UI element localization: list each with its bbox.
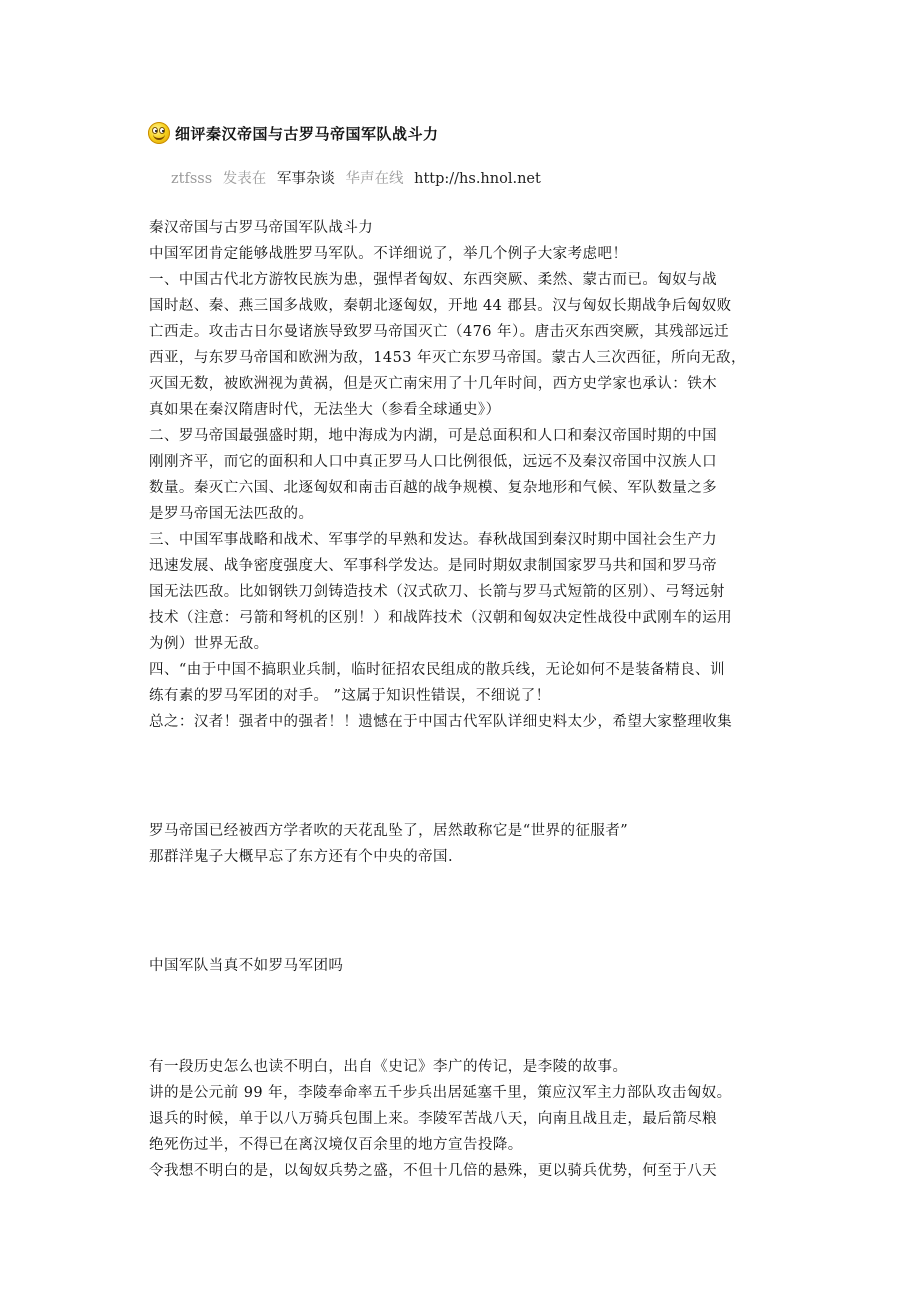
paragraph-line: 数量。秦灭亡六国、北逐匈奴和南击百越的战争规模、复杂地形和气候、军队数量之多 bbox=[149, 480, 718, 496]
paragraph-line: 四、“由于中国不搞职业兵制，临时征招农民组成的散兵线，无论如何不是装备精良、训 bbox=[149, 662, 725, 678]
site-url[interactable]: http://hs.hnol.net bbox=[414, 171, 541, 187]
paragraph-line: 罗马帝国已经被西方学者吹的天花乱坠了，居然敢称它是“世界的征服者” bbox=[149, 823, 629, 839]
site-name[interactable]: 华声在线 bbox=[345, 171, 404, 187]
paragraph-line: 二、罗马帝国最强盛时期，地中海成为内湖，可是总面积和人口和秦汉帝国时期的中国 bbox=[149, 428, 718, 444]
paragraph-line: 中国军团肯定能够战胜罗马军队。不详细说了，举几个例子大家考虑吧！ bbox=[149, 246, 628, 262]
author-name[interactable]: ztfsss bbox=[171, 171, 213, 187]
paragraph-line: 国无法匹敌。比如钢铁刀剑铸造技术（汉式砍刀、长箭与罗马式短箭的区别）、弓弩远射 bbox=[149, 584, 725, 600]
paragraph-line: 灭国无数，被欧洲视为黄祸，但是灭亡南宋用了十几年时间，西方史学家也承认：铁木 bbox=[149, 376, 718, 392]
section-heading: 秦汉帝国与古罗马帝国军队战斗力 bbox=[149, 220, 374, 236]
paragraph-line: 刚刚齐平，而它的面积和人口中真正罗马人口比例很低，远远不及秦汉帝国中汉族人口 bbox=[149, 454, 718, 470]
article-section-4 bbox=[149, 1054, 789, 1184]
posted-in-label: 发表在 bbox=[222, 171, 267, 187]
paragraph-line: 讲的是公元前 99 年，李陵奉命率五千步兵出居延塞千里，策应汉军主力部队攻击匈奴。 bbox=[149, 1085, 732, 1101]
paragraph-line: 有一段历史怎么也读不明白，出自《史记》李广的传记，是李陵的故事。 bbox=[149, 1059, 628, 1075]
post-header bbox=[148, 122, 439, 144]
paragraph-line: 练有素的罗马军团的对手。 ”这属于知识性错误，不细说了！ bbox=[149, 688, 551, 704]
paragraph-line: 亡西走。攻击古日尔曼诸族导致罗马帝国灭亡（476 年）。唐击灭东西突厥，其残部远迁 bbox=[149, 324, 729, 340]
paragraph-line: 退兵的时候，单于以八万骑兵包围上来。李陵军苦战八天，向南且战且走，最后箭尽粮 bbox=[149, 1111, 718, 1127]
paragraph-line: 令我想不明白的是，以匈奴兵势之盛，不但十几倍的悬殊，更以骑兵优势，何至于八天 bbox=[149, 1163, 718, 1179]
section-heading: 中国军队当真不如罗马军团吗 bbox=[149, 958, 344, 974]
paragraph-line: 国时赵、秦、燕三国多战败，秦朝北逐匈奴，开地 44 郡县。汉与匈奴长期战争后匈奴败 bbox=[149, 298, 732, 314]
post-title: 细评秦汉帝国与古罗马帝国军队战斗力 bbox=[175, 124, 439, 143]
smiley-face-icon bbox=[148, 122, 170, 144]
paragraph-line: 三、中国军事战略和战术、军事学的早熟和发达。春秋战国到秦汉时期中国社会生产力 bbox=[149, 532, 718, 548]
paragraph-line: 一、中国古代北方游牧民族为患，强悍者匈奴、东西突厥、柔然、蒙古而已。匈奴与战 bbox=[149, 272, 718, 288]
paragraph-line: 总之：汉者！强者中的强者！！遗憾在于中国古代军队详细史料太少，希望大家整理收集 bbox=[149, 714, 733, 730]
paragraph-line: 为例）世界无敌。 bbox=[149, 636, 269, 652]
paragraph-line: 是罗马帝国无法匹敌的。 bbox=[149, 506, 314, 522]
article-section-1 bbox=[149, 215, 789, 735]
paragraph-line: 真如果在秦汉隋唐时代，无法坐大（参看全球通史》） bbox=[149, 402, 501, 418]
article-section-3 bbox=[149, 953, 789, 979]
paragraph-line: 技术（注意：弓箭和弩机的区别！）和战阵技术（汉朝和匈奴决定性战役中武刚车的运用 bbox=[149, 610, 733, 626]
paragraph-line: 迅速发展、战争密度强度大、军事科学发达。是同时期奴隶制国家罗马共和国和罗马帝 bbox=[149, 558, 718, 574]
forum-link[interactable]: 军事杂谈 bbox=[276, 171, 335, 187]
byline bbox=[171, 167, 547, 188]
paragraph-line: 那群洋鬼子大概早忘了东方还有个中央的帝国. bbox=[149, 849, 454, 865]
paragraph-line: 绝死伤过半，不得已在离汉境仅百余里的地方宣告投降。 bbox=[149, 1137, 523, 1153]
article-section-2 bbox=[149, 818, 789, 870]
paragraph-line: 西亚，与东罗马帝国和欧洲为敌，1453 年灭亡东罗马帝国。蒙古人三次西征，所向无敌， bbox=[149, 350, 746, 366]
